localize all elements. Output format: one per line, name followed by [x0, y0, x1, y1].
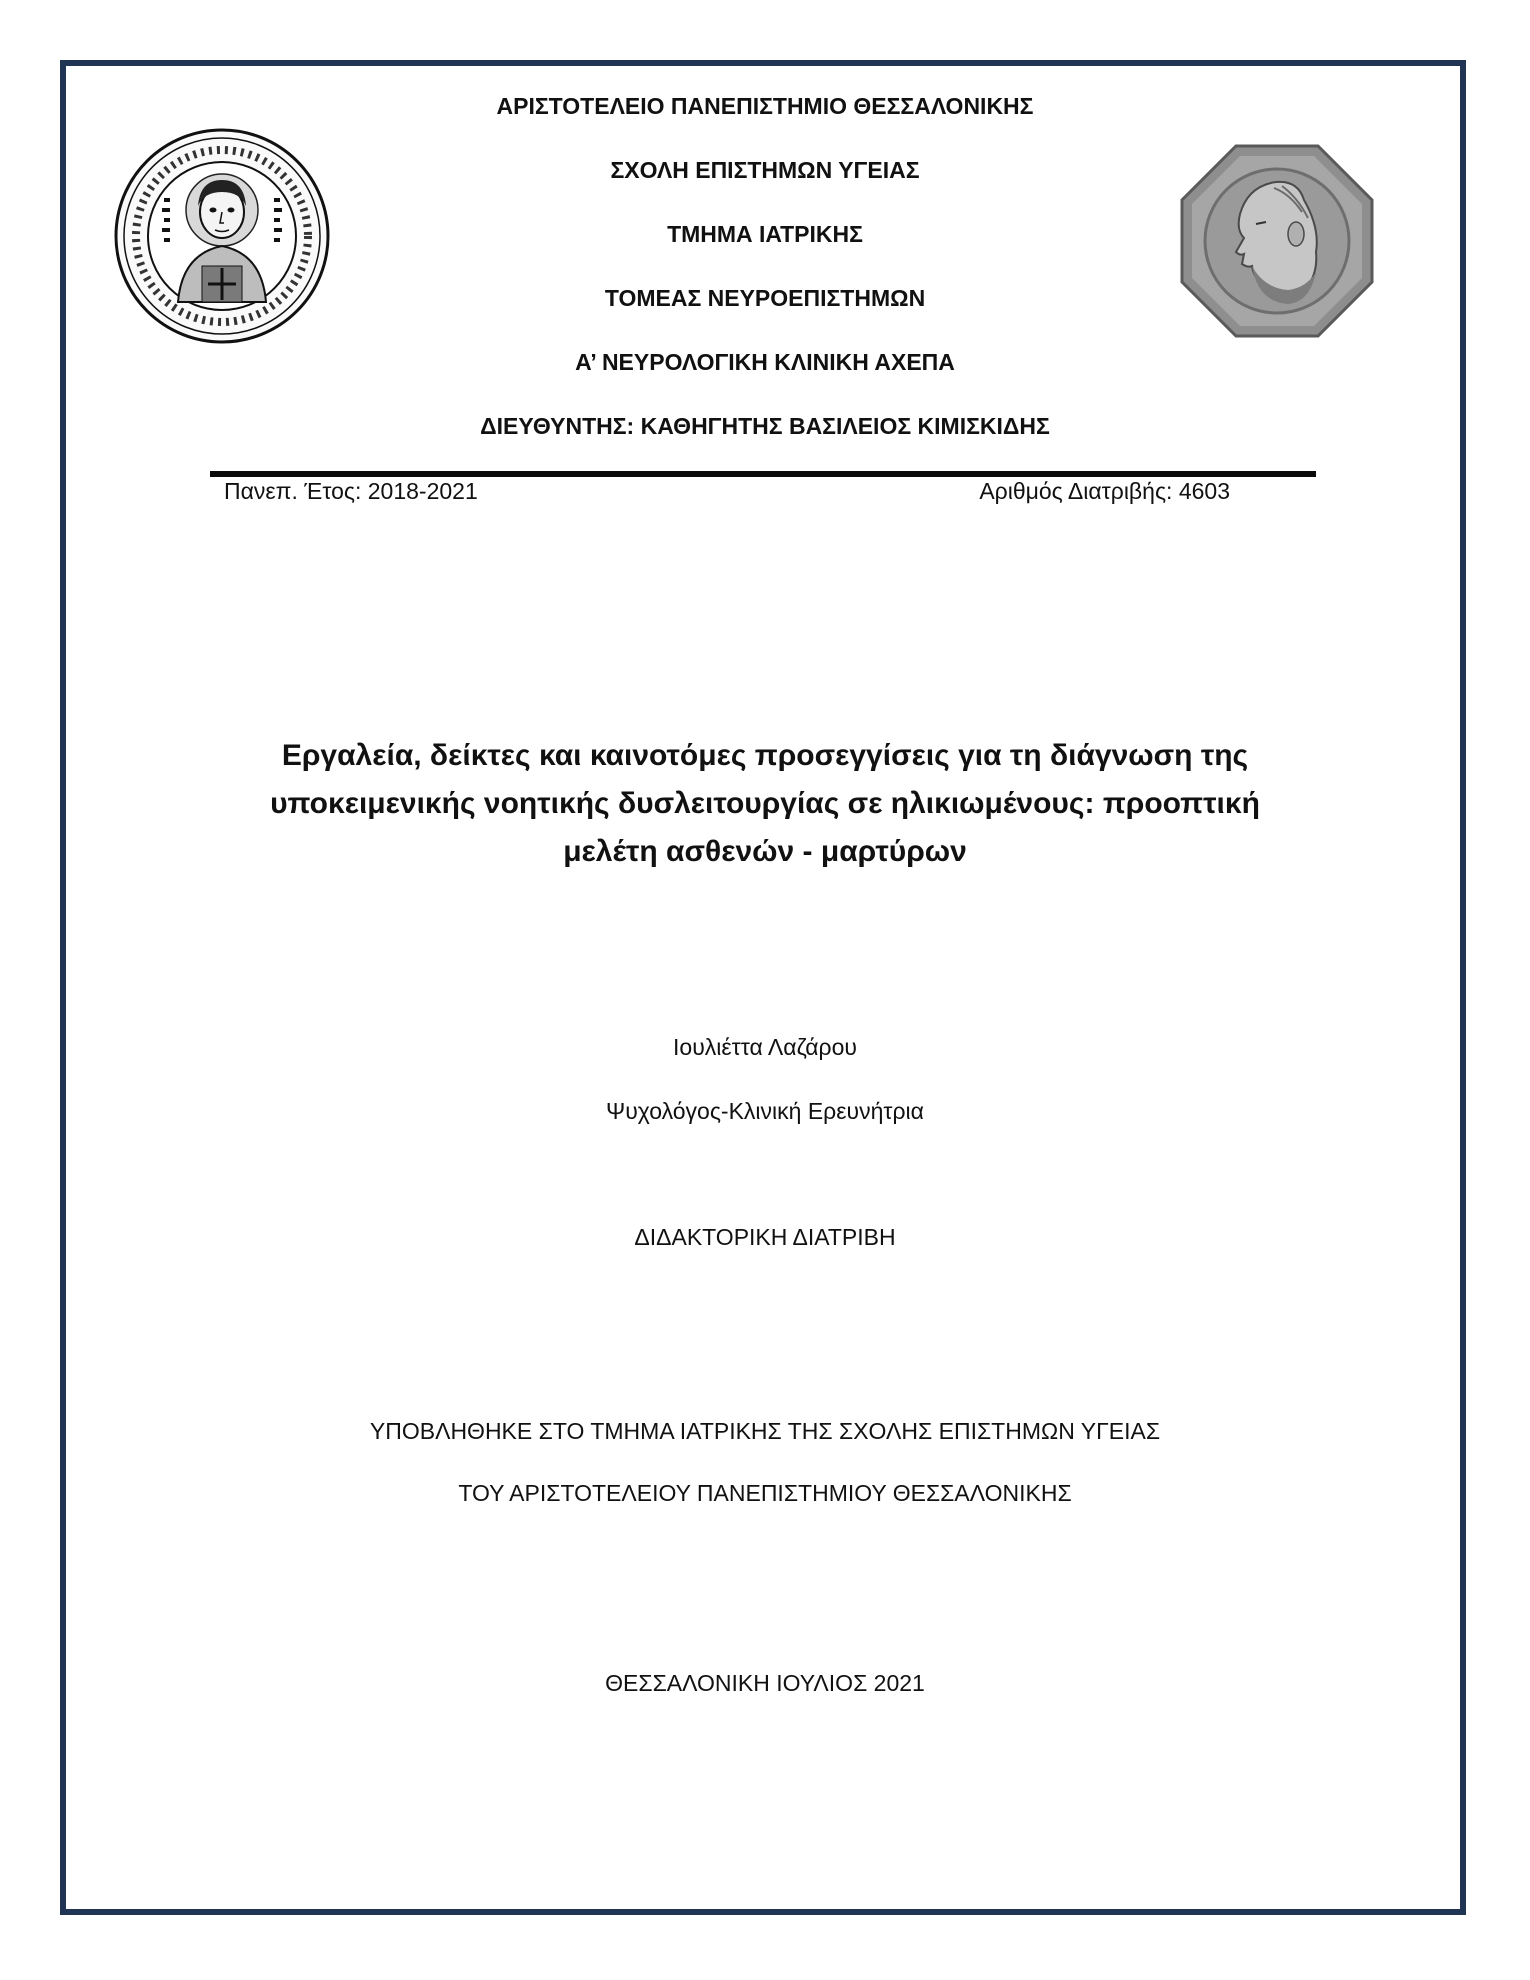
- university-name: ΑΡΙΣΤΟΤΕΛΕΙΟ ΠΑΝΕΠΙΣΤΗΜΙΟ ΘΕΣΣΑΛΟΝΙΚΗΣ: [496, 93, 1034, 119]
- submission-line-2: ΤΟΥ ΑΡΙΣΤΟΤΕΛΕΙΟΥ ΠΑΝΕΠΙΣΤΗΜΙΟΥ ΘΕΣΣΑΛΟΝΙΚΗΣ: [458, 1480, 1072, 1506]
- director-line: ΔΙΕΥΘΥΝΤΗΣ: ΚΑΘΗΓΗΤΗΣ ΒΑΣΙΛΕΙΟΣ ΚΙΜΙΣΚΙΔΗΣ: [480, 413, 1050, 439]
- submission-line-1: ΥΠΟΒΛΗΘΗΚΕ ΣΤΟ ΤΜΗΜΑ ΙΑΤΡΙΚΗΣ ΤΗΣ ΣΧΟΛΗΣ ΕΠΙΣΤΗΜΩΝ ΥΓΕΙΑΣ: [369, 1418, 1161, 1444]
- document-type: ΔΙΔΑΚΤΟΡΙΚΗ ΔΙΑΤΡΙΒΗ: [634, 1224, 896, 1250]
- header-divider: [210, 471, 1316, 477]
- title-line: μελέτη ασθενών - μαρτύρων: [563, 835, 967, 868]
- title-line: Εργαλεία, δείκτες και καινοτόμες προσεγγίσεις για τη διάγνωση της: [281, 739, 1249, 772]
- thesis-number: Αριθμός Διατριβής: 4603: [979, 478, 1230, 504]
- department-name: ΤΜΗΜΑ ΙΑΤΡΙΚΗΣ: [667, 221, 863, 247]
- institution-header: [0, 90, 1530, 474]
- thesis-title: [180, 732, 1350, 876]
- school-name: ΣΧΟΛΗ ΕΠΙΣΤΗΜΩΝ ΥΓΕΙΑΣ: [610, 157, 920, 183]
- title-line: υποκειμενικής νοητικής δυσλειτουργίας σε ηλικιωμένους: προοπτική: [270, 787, 1260, 820]
- sector-name: ΤΟΜΕΑΣ ΝΕΥΡΟΕΠΙΣΤΗΜΩΝ: [604, 285, 926, 311]
- academic-year: Πανεπ. Έτος: 2018-2021: [224, 478, 478, 504]
- place-date: ΘΕΣΣΑΛΟΝΙΚΗ ΙΟΥΛΙΟΣ 2021: [605, 1670, 925, 1696]
- author-name: Ιουλιέττα Λαζάρου: [673, 1034, 857, 1060]
- clinic-name: Α’ ΝΕΥΡΟΛΟΓΙΚΗ ΚΛΙΝΙΚΗ ΑΧΕΠΑ: [575, 349, 955, 375]
- author-role: Ψυχολόγος-Κλινική Ερευνήτρια: [606, 1098, 924, 1124]
